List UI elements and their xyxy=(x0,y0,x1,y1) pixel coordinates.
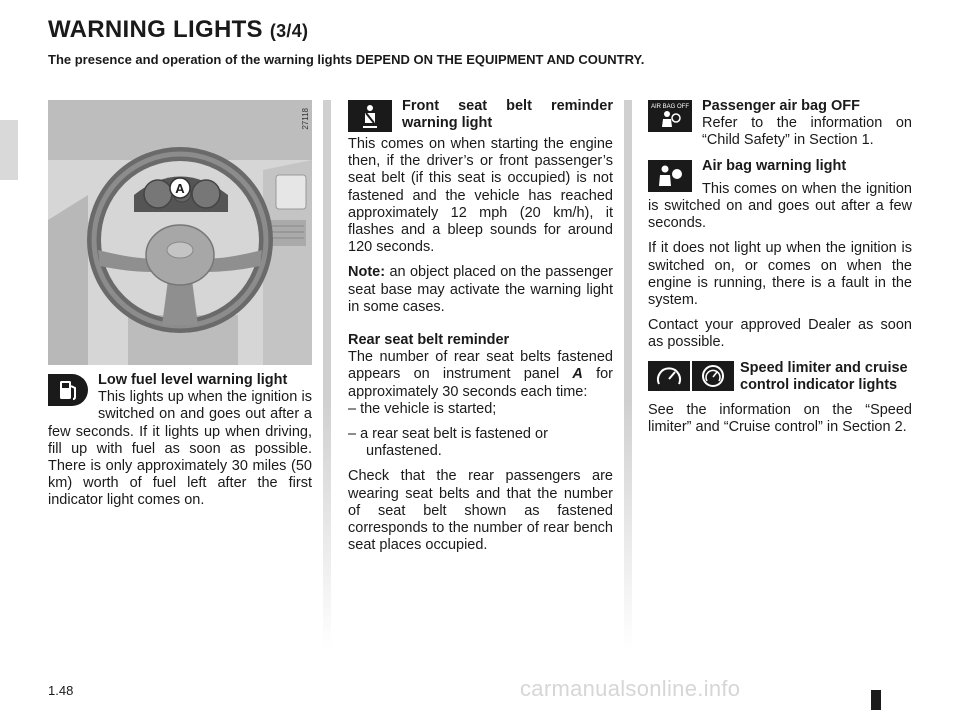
front-belt-body: This comes on when starting the engine then, if the driver’s or front passenger’s seat belt (if this seat is occupied) is not fastened and the vehicle has reached approximately 12 mph (20 km/h), it flashes and a bleep sounds for around 120 seconds. xyxy=(348,136,613,256)
section-tab xyxy=(0,120,18,180)
column-1 xyxy=(48,372,312,518)
watermark: carmanualsonline.info xyxy=(520,676,741,701)
rear-belt-heading: Rear seat belt reminder xyxy=(348,332,510,349)
note-body: an object placed on the passenger seat base may activate the warning light in some cases. xyxy=(348,264,613,315)
page-subtitle: The presence and operation of the warning lights DEPEND ON THE EQUIPMENT AND COUNTRY. xyxy=(48,52,645,67)
airbag-icon xyxy=(648,160,692,192)
list-item: – the vehicle is started; xyxy=(348,400,497,417)
panel-a-reference: A xyxy=(572,366,583,383)
column-divider xyxy=(323,100,331,650)
airbag-heading: Air bag warning light xyxy=(702,157,847,174)
speed-indicator-icons xyxy=(648,361,734,391)
airbag-off-heading: Passenger air bag OFF xyxy=(702,98,860,114)
figure-code: 27118 xyxy=(301,108,310,130)
cruise-control-icon xyxy=(692,361,734,391)
seat-belt-icon xyxy=(348,100,392,132)
note-label: Note: xyxy=(348,264,386,281)
low-fuel-body: This lights up when the ignition is switched on and goes out after a few seconds. If it lights up when driving, fill up with fuel as soon as possible. There is only approximately 30 miles (50 km) worth of fuel left after the first indicator light comes on. xyxy=(48,389,312,509)
speed-heading: Speed limiter and cruise control indicator lights xyxy=(740,359,908,393)
page-number: 1.48 xyxy=(48,683,74,698)
speed-limiter-icon xyxy=(648,361,690,391)
steering-wheel-drawing xyxy=(48,100,312,365)
note-paragraph xyxy=(348,264,613,316)
airbag-contact: Contact your approved Dealer as soon as possible. xyxy=(648,317,912,351)
low-fuel-heading: Low fuel level warning light xyxy=(98,372,288,388)
list-item: – a rear seat belt is fastened or unfastened. xyxy=(348,426,548,460)
column-3 xyxy=(648,98,912,444)
panel-a-label: A xyxy=(175,181,185,196)
rear-belt-body: The number of rear seat belts fastened appears on instrument panel A for approximately 30 seconds each time: xyxy=(348,349,614,400)
airbag-fault: If it does not light up when the ignition is switched on, or comes on when the engine is running, there is a fault in the system. xyxy=(648,240,912,309)
fuel-pump-icon xyxy=(48,374,88,406)
front-belt-heading: Front seat belt reminder warning light xyxy=(402,98,613,132)
dashboard-illustration xyxy=(48,100,312,365)
airbag-body: This comes on when the ignition is switched on and goes out after a few seconds. xyxy=(648,180,912,232)
column-2 xyxy=(348,98,613,562)
page-title: WARNING LIGHTS (3/4) xyxy=(48,16,309,43)
airbag-off-body: Refer to the information on “Child Safety” in Section 1. xyxy=(702,115,912,149)
airbag-off-icon: AIR BAG OFF xyxy=(648,100,692,132)
speed-body: See the information on the “Speed limiter” and “Cruise control” in Section 2. xyxy=(648,402,912,436)
corner-mark xyxy=(871,690,881,710)
check-paragraph: Check that the rear passengers are wearing seat belts and that the number of seat belt shown as fastened corresponds to the number of rear bench seat places occupied. xyxy=(348,468,613,554)
column-divider xyxy=(624,100,632,650)
